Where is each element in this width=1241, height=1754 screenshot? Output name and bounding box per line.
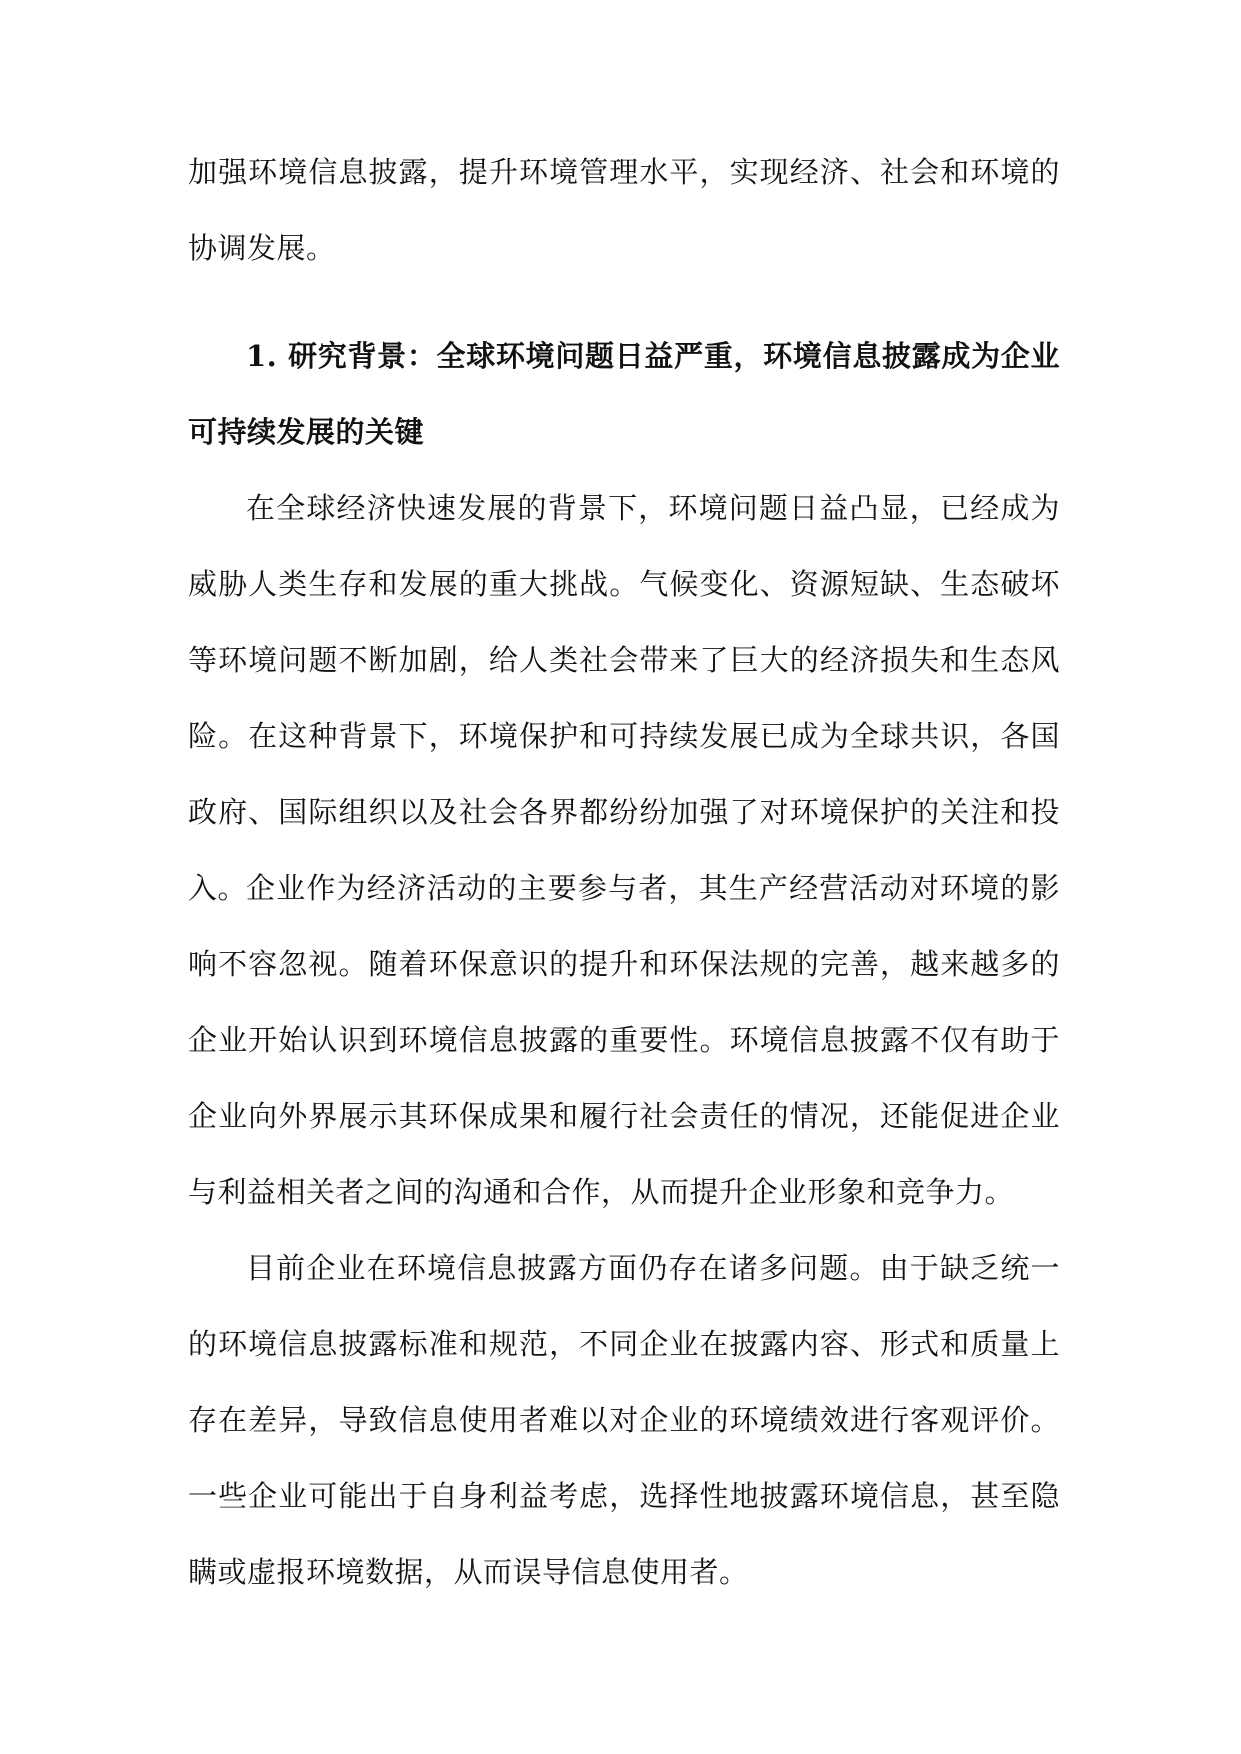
body-paragraph-1: 在全球经济快速发展的背景下，环境问题日益凸显，已经成为威胁人类生存和发展的重大挑战。气候变化、资源短缺、生态破坏等环境问题不断加剧，给人类社会带来了巨大的经济损失和生态风险。在这种背景下，环境保护和可持续发展已成为全球共识，各国政府、国际组织以及社会各界都纷纷加强了对环境保护的关注和投入。 bbox=[188, 491, 1060, 905]
section-heading: 1. 研究背景：全球环境问题日益严重，环境信息披露成为企业可持续发展的关键 bbox=[188, 339, 1060, 449]
continuation-paragraph: 加强环境信息披露，提升环境管理水平，实现经济、社会和环境的协调发展。 bbox=[188, 155, 1060, 265]
body-paragraph-2: 企业作为经济活动的主要参与者，其生产经营活动对环境的影响不容忽视。随着环保意识的提升和环保法规的完善，越来越多的企业开始认识到环境信息披露的重要性。环境信息披露不仅有助于企业向外界展示其环保成果和履行社会责任的情况，还能促进企业与利益相关者之间的沟通和合作，从而提升企业形象和竞争力。 bbox=[188, 871, 1060, 1209]
body-paragraph-3: 目前企业在环境信息披露方面仍存在诸多问题。由于缺乏统一的环境信息披露标准和规范，不同企业在披露内容、形式和质量上存在差异，导致信息使用者难以对企业的环境绩效进行客观评价。一些企业可能出于自身利益考虑，选择性地披露环境信息，甚至隐瞒或虚报环境数据，从而误导信息使用者。 bbox=[188, 1251, 1060, 1589]
